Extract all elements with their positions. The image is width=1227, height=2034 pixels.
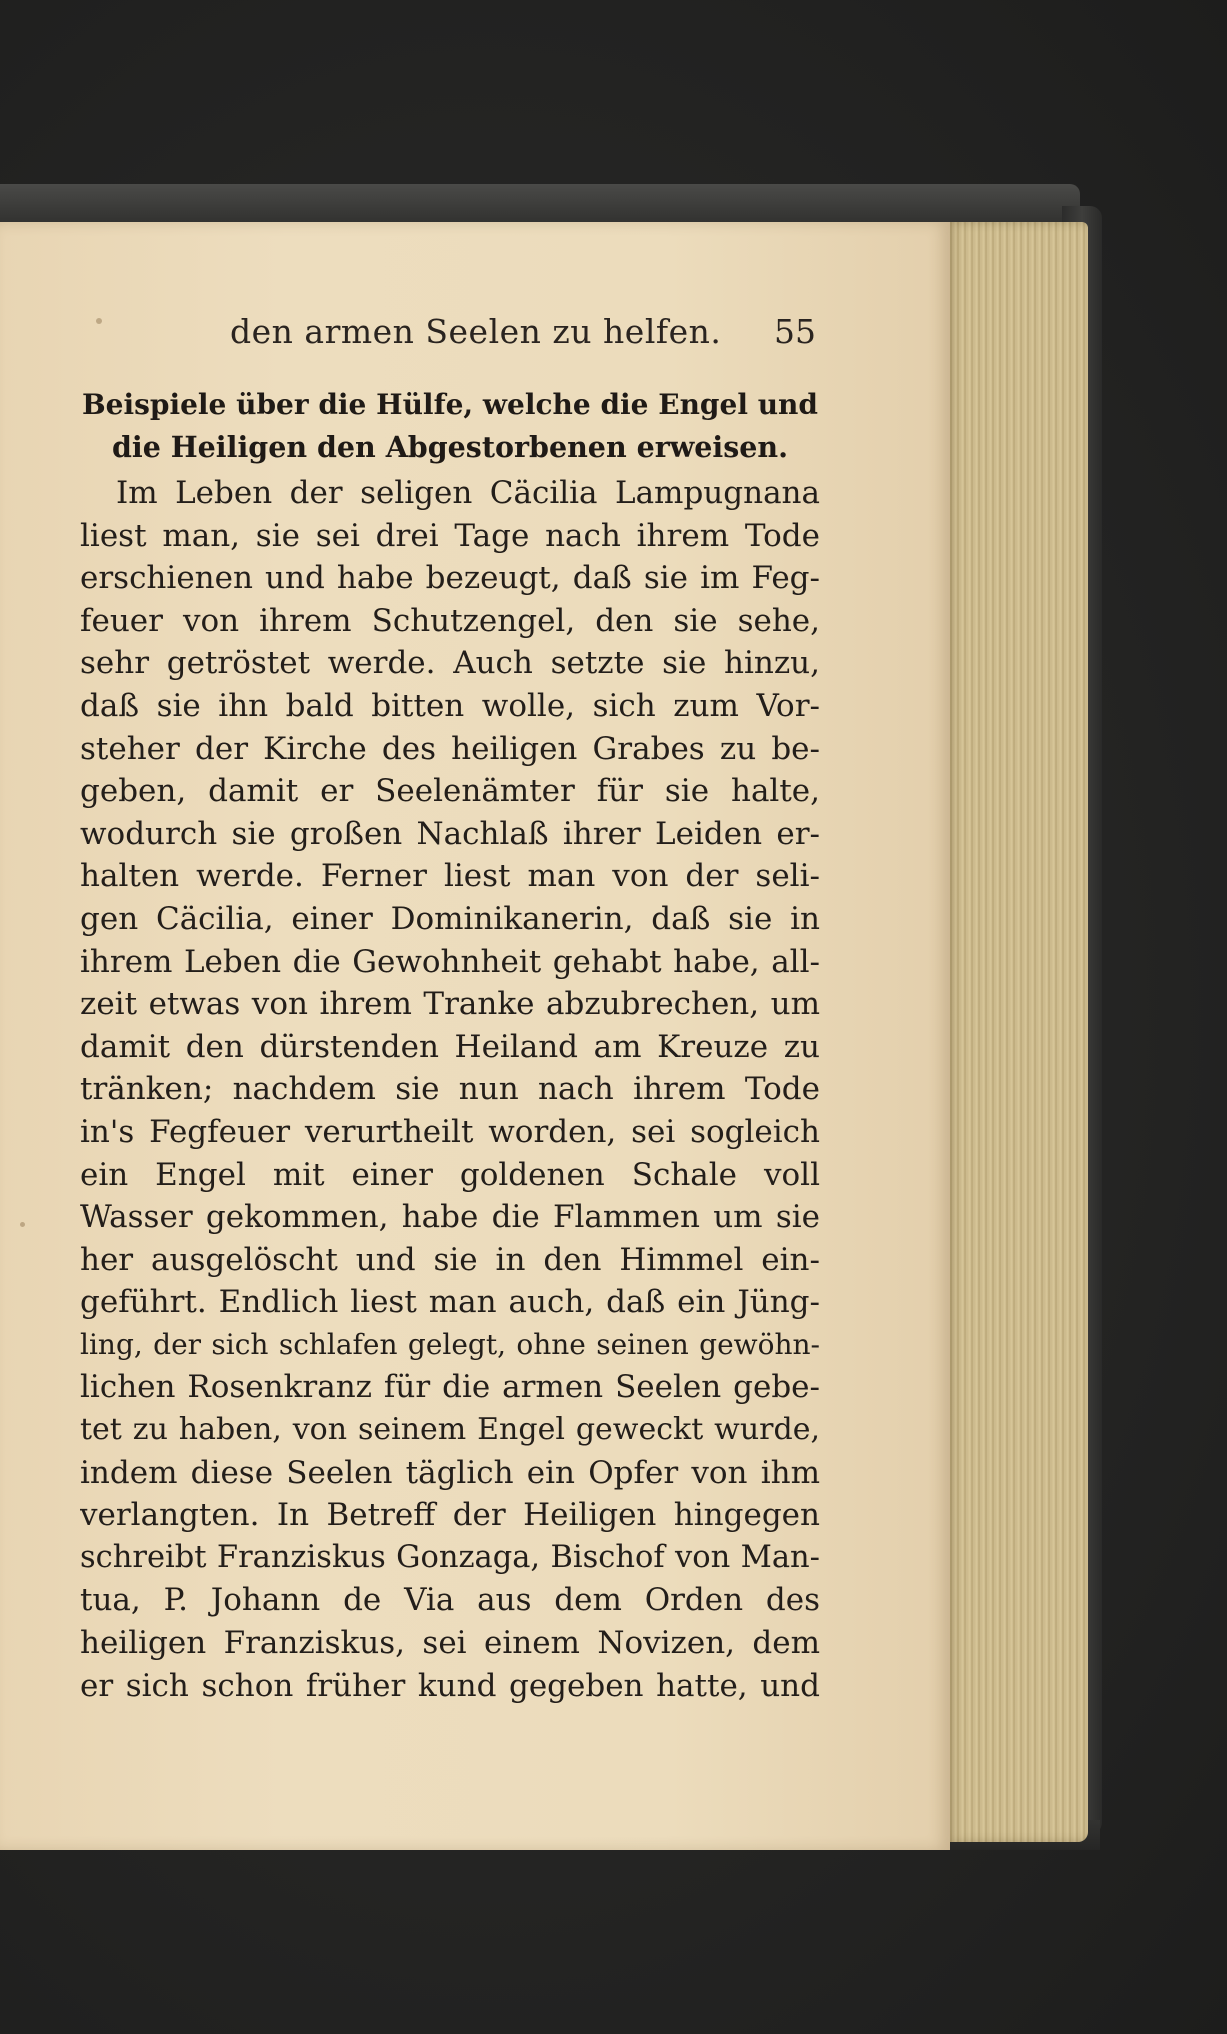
text-line: daß sie ihn bald bitten wolle, sich zum Vor- xyxy=(80,687,820,724)
text-line: ein Engel mit einer goldenen Schale voll xyxy=(80,1156,820,1193)
text-line: her ausgelöscht und sie in den Himmel ein- xyxy=(80,1241,820,1278)
text-line: sehr getröstet werde. Auch setzte sie hinzu, xyxy=(80,645,820,682)
text-line: heiligen Franziskus, sei einem Novizen, dem xyxy=(80,1625,820,1662)
text-line: gen Cäcilia, einer Dominikanerin, daß sie in xyxy=(80,900,820,937)
text-line: geführt. Endlich liest man auch, daß ein Jüng- xyxy=(80,1284,820,1321)
paper-spot xyxy=(96,318,102,324)
text-line: damit den dürstenden Heiland am Kreuze zu xyxy=(80,1028,820,1065)
text-line: verlangten. In Betreff der Heiligen hingegen xyxy=(80,1497,820,1534)
text-line: indem diese Seelen täglich ein Opfer von ihm xyxy=(80,1454,820,1491)
heading-line: Beispiele über die Hülfe, welche die Engel und xyxy=(81,388,818,421)
text-line: in's Fegfeuer verurtheilt worden, sei sogleich xyxy=(80,1113,820,1150)
text-line: tränken; nachdem sie nun nach ihrem Tode xyxy=(80,1071,820,1108)
page-header xyxy=(230,312,820,362)
text-line: erschienen und habe bezeugt, daß sie im Feg- xyxy=(80,560,820,597)
text-line: wodurch sie großen Nachlaß ihrer Leiden er- xyxy=(80,815,820,852)
text-line: geben, damit er Seelenämter für sie halte, xyxy=(80,773,820,810)
heading-line: die Heiligen den Abgestorbenen erweisen. xyxy=(111,430,789,464)
text-line: schreibt Franziskus Gonzaga, Bischof von Man- xyxy=(80,1539,820,1575)
text-line: ihrem Leben die Gewohnheit gehabt habe, all- xyxy=(80,943,820,980)
text-line: zeit etwas von ihrem Tranke abzubrechen, um xyxy=(80,986,820,1023)
page-edges xyxy=(946,222,1088,1842)
page-number: 55 xyxy=(774,312,816,351)
paper-spot xyxy=(20,1222,25,1227)
section-heading xyxy=(80,384,820,468)
text-line: Wasser gekommen, habe die Flammen um sie xyxy=(80,1199,820,1236)
text-line: tet zu haben, von seinem Engel geweckt wurde, xyxy=(80,1412,820,1448)
body-text xyxy=(80,472,820,1707)
text-line: steher der Kirche des heiligen Grabes zu be- xyxy=(80,730,820,767)
text-line: ling, der sich schlafen gelegt, ohne seinen gewöhn- xyxy=(80,1327,820,1361)
running-head: den armen Seelen zu helfen. xyxy=(230,312,722,351)
text-line: halten werde. Ferner liest man von der seli- xyxy=(80,858,820,895)
text-line: er sich schon früher kund gegeben hatte, und xyxy=(80,1667,820,1704)
text-line: liest man, sie sei drei Tage nach ihrem Tode xyxy=(80,517,820,554)
text-line: tua, P. Johann de Via aus dem Orden des xyxy=(80,1582,820,1619)
text-line: lichen Rosenkranz für die armen Seelen gebe- xyxy=(80,1369,820,1406)
text-line: feuer von ihrem Schutzengel, den sie sehe, xyxy=(80,602,820,639)
text-line: Im Leben der seligen Cäcilia Lampugnana xyxy=(116,475,820,511)
